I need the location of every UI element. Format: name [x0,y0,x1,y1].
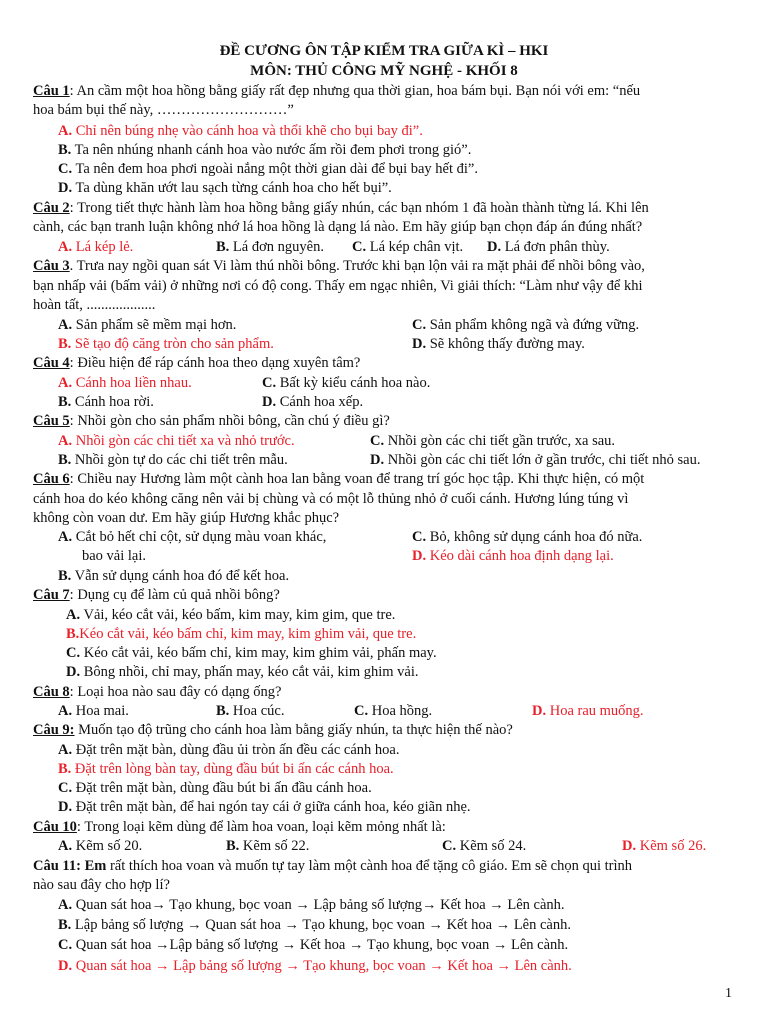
doc-subtitle: MÔN: THỦ CÔNG MỸ NGHỆ - KHỐI 8 [250,63,518,79]
question-text-line: nào sau đây cho hợp lí? [33,877,170,893]
option-d: D. Cánh hoa xếp. [262,394,364,410]
option-a: A. Kẽm số 20. [58,838,143,854]
option-d: D. Hoa rau muống. [532,703,644,719]
question-3 [33,257,645,275]
option-a: A. Chỉ nên búng nhẹ vào cánh hoa và thổi khẽ cho bụi bay đi”. [58,123,423,139]
option-a: A. Hoa mai. [58,703,129,719]
option-a: A. Lá kép lẻ. [58,239,134,255]
question-label: Câu 5 [33,413,70,429]
question-label: Câu 8 [33,684,70,700]
question-text: : Trong tiết thực hành làm hoa hồng bằng giấy nhún, các bạn nhóm 1 đã hoàn thành từng lá. Khi lên [69,200,649,216]
question-text: : Chiều nay Hương làm một cành hoa lan bằng voan để trang trí góc học tập. Khi thực hiện, có một [69,471,645,487]
option-c: C. Ta nên đem hoa phơi ngoài nắng một thời gian dài để bụi bay hết đi”. [58,161,478,177]
option-a: A. Đặt trên mặt bàn, dùng đầu ủi tròn ấn đều các cánh hoa. [58,742,400,758]
question-label: Câu 10 [33,819,77,835]
option-c: C. Bỏ, không sử dụng cánh hoa đó nữa. [412,529,643,545]
question-label: Câu 1 [33,83,70,99]
option-c: C. Lá kép chân vịt. [352,239,464,255]
question-7 [33,586,280,604]
option-d: D. Kéo dài cánh hoa định dạng lại. [412,548,614,564]
option-b: B. Lập bảng số lượng → Quan sát hoa → Tạo khung, bọc voan → Kết hoa → Lên cành. [58,917,571,933]
option-c: C. Đặt trên mặt bàn, dùng đầu bút bi ấn đầu cánh hoa. [58,780,372,796]
option-b: B. Ta nên nhúng nhanh cánh hoa vào nước ấm rồi đem phơi trong gió”. [58,142,472,158]
option-d: D. Ta dùng khăn ướt lau sạch từng cánh hoa cho hết bụi”. [58,180,392,196]
option-d: D. Sẽ không thấy đường may. [412,336,585,352]
question-label: Câu 9: [33,722,75,738]
option-c: C. Bất kỳ kiểu cánh hoa nào. [262,375,431,391]
option-b: B. Sẽ tạo độ căng tròn cho sản phẩm. [58,336,274,352]
option-b: B.Kéo cắt vải, kéo bấm chỉ, kim may, kim ghim vải, que tre. [66,626,417,642]
question-label: Câu 4 [33,355,70,371]
option-b: B. Lá đơn nguyên. [216,239,324,255]
question-text-line: cánh hoa do kéo không căng nên vải bị chùng và có một lỗ thủng nhỏ ở cuối cánh. Hương lúng túng vì [33,491,629,507]
option-d: D. Lá đơn phân thùy. [487,239,610,255]
question-label: Câu 3 [33,258,70,274]
question-text: : Loại hoa nào sau đây có dạng ống? [69,684,282,700]
question-text-line: bạn nhấp vải (bấm vải) ở những nơi có độ cong. Thấy em ngạc nhiên, Vi giải thích: “Làm như vậy để khi [33,278,643,294]
question-text: : Nhồi gòn cho sản phẩm nhồi bông, cần chú ý điều gì? [69,413,390,429]
option-a: A. Sản phẩm sẽ mềm mại hơn. [58,317,237,333]
question-text-line: hoa bám bụi thế này, ………………………” [33,102,294,118]
question-text-line: không còn voan dư. Em hãy giúp Hương khắc phục? [33,510,340,526]
question-10 [33,818,446,836]
option-c: C. Kéo cắt vải, kéo bấm chỉ, kim may, kim ghim vải, phấn may. [66,645,437,661]
option-a: A. Nhồi gòn các chi tiết xa và nhỏ trước. [58,433,295,449]
question-text: : Điều hiện để ráp cánh hoa theo dạng xuyên tâm? [69,355,361,371]
option-a: A. Quan sát hoa→ Tạo khung, bọc voan → Lập bảng số lượng→ Kết hoa → Lên cành. [58,897,565,913]
page-number: 1 [725,986,732,1001]
option-b: B. Đặt trên lòng bàn tay, dùng đầu bút bi ấn các cánh hoa. [58,761,394,777]
question-text: . Trưa nay ngồi quan sát Vi làm thú nhồi bông. Trước khi bạn lộn vải ra mặt phải để nhồi bông vào, [69,258,645,274]
option-d: D. Quan sát hoa → Lập bảng số lượng → Tạo khung, bọc voan → Kết hoa → Lên cành. [58,958,572,974]
question-11 [33,857,632,875]
option-c: C. Kẽm số 24. [442,838,527,854]
option-a: A. Vải, kéo cắt vải, kéo bấm, kim may, kim gim, que tre. [66,607,396,623]
doc-title: ĐỀ CƯƠNG ÔN TẬP KIỂM TRA GIỮA KÌ – HKI [219,43,549,59]
option-a-continued: bao vải lại. [82,548,147,564]
option-b: B. Hoa cúc. [216,703,285,719]
question-text-line: cành, các bạn tranh luận không nhớ lá hoa hồng là dạng lá nào. Em hãy giúp bạn chọn đáp án đúng nhất? [33,219,643,235]
question-6 [33,470,644,488]
option-c: C. Nhồi gòn các chi tiết gần trước, xa sau. [370,433,616,449]
question-2 [33,199,649,217]
option-c: C. Hoa hồng. [354,703,433,719]
option-d: D. Kẽm số 26. [622,838,707,854]
option-b: B. Cánh hoa rời. [58,394,154,410]
option-b: B. Kẽm số 22. [226,838,310,854]
option-b: B. Vẫn sử dụng cánh hoa đó để kết hoa. [58,568,290,584]
question-text-line: hoàn tất, ................... [33,297,156,313]
question-8 [33,683,281,701]
question-label: Câu 7 [33,587,70,603]
option-d: D. Bông nhồi, chỉ may, phấn may, kéo cắt vải, kim ghim vải. [66,664,419,680]
option-c: C. Sản phẩm không ngã và đứng vững. [412,317,640,333]
option-a: A. Cánh hoa liền nhau. [58,375,192,391]
option-a: A. Cắt bỏ hết chỉ cột, sử dụng màu voan khác, [58,529,327,545]
question-9 [33,721,513,739]
question-1 [33,82,640,100]
question-text: Muốn tạo độ trũng cho cánh hoa làm bằng giấy nhún, ta thực hiện thế nào? [74,722,513,738]
question-text: : Dụng cụ để làm củ quả nhồi bông? [69,587,280,603]
question-label: Câu 2 [33,200,70,216]
question-text: : Trong loại kẽm dùng để làm hoa voan, loại kẽm mỏng nhất là: [76,819,446,835]
option-c: C. Quan sát hoa →Lập bảng số lượng → Kết hoa → Tạo khung, bọc voan → Lên cành. [58,937,569,953]
question-4 [33,354,360,372]
option-d: D. Nhồi gòn các chi tiết lớn ở gần trước, chi tiết nhỏ sau. [370,452,701,468]
question-label: Câu 11: Em [33,858,107,874]
question-5 [33,412,390,430]
question-text: rất thích hoa voan và muốn tự tay làm một cành hoa để tặng cô giáo. Em sẽ chọn qui trình [106,858,633,874]
option-d: D. Đặt trên mặt bàn, để hai ngón tay cái ở giữa cánh hoa, kéo giãn nhẹ. [58,799,471,815]
question-label: Câu 6 [33,471,70,487]
option-b: B. Nhồi gòn tự do các chi tiết trên mẫu. [58,452,288,468]
question-text: : An cầm một hoa hồng bằng giấy rất đẹp nhưng qua thời gian, hoa bám bụi. Bạn nói với em: “nếu [69,83,641,99]
